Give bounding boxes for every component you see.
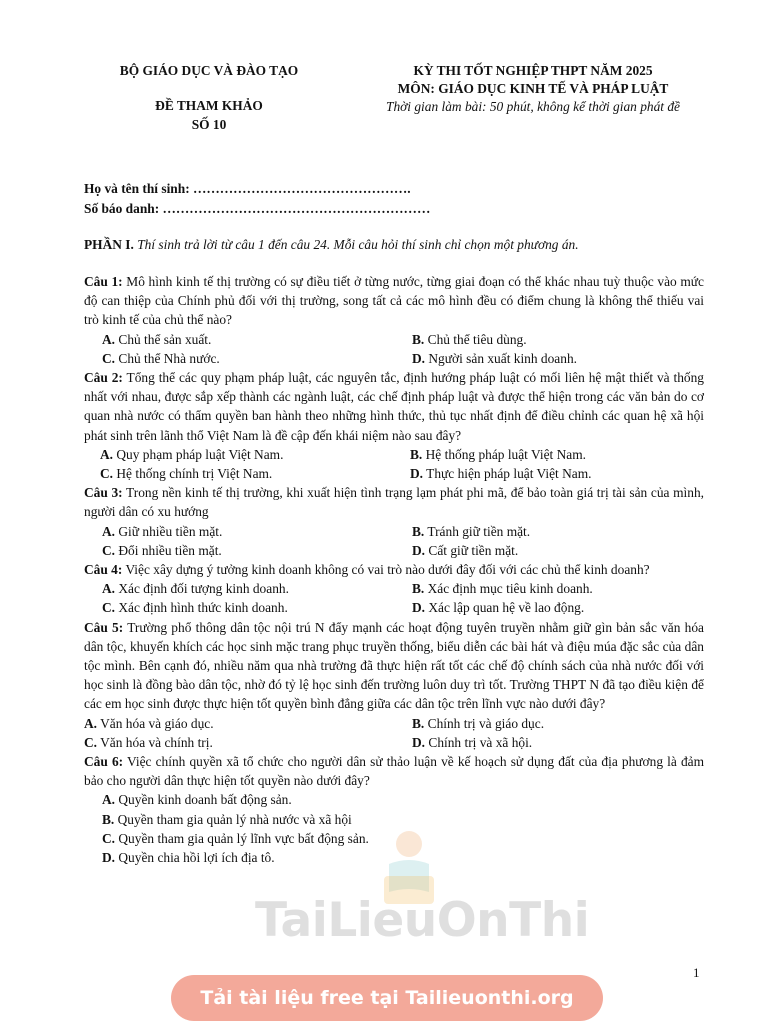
option-d[interactable]: D. Thực hiện pháp luật Việt Nam. (410, 466, 592, 482)
option-c[interactable]: C. Đổi nhiều tiền mặt. (102, 542, 222, 558)
question-text: Việc chính quyền xã tổ chức cho người dân sử thảo luận về kế hoạch sử dụng đất của địa phương là đảm bảo cho người dân thực hiện tốt quyền nào dưới đây? (84, 754, 704, 789)
option-c[interactable]: C. Quyền tham gia quản lý lĩnh vực bất động sản. (102, 830, 369, 846)
exam-number: SỐ 10 (191, 117, 227, 132)
option-c[interactable]: C. Xác định hình thức kinh doanh. (102, 600, 288, 616)
question-text: Việc xây dựng ý tưởng kinh doanh không có vai trò nào dưới đây đối với các chủ thể kinh doanh? (125, 562, 650, 578)
question-4 (84, 560, 704, 618)
question-label: Câu 4: (84, 562, 123, 578)
question-2 (84, 368, 704, 483)
option-a[interactable]: A. Chủ thể sản xuất. (102, 331, 212, 347)
question-5 (84, 618, 704, 752)
student-id-line: Số báo danh: …………………………………………………… (84, 201, 431, 216)
questions-body (84, 272, 704, 867)
question-1 (84, 272, 704, 368)
option-a[interactable]: A. Quyền kinh doanh bất động sản. (102, 792, 292, 808)
question-label: Câu 5: (84, 619, 124, 635)
question-6 (84, 752, 704, 867)
question-label: Câu 3: (84, 485, 123, 501)
question-text: Tổng thể các quy phạm pháp luật, các nguyên tắc, định hướng pháp luật có mối liên hệ mật thiết và thống nhất với nhau, được sắp xếp thành các ngành luật, các chế định pháp luật và được thể hiện trong các văn bản do cơ quan nhà nước có thẩm quyền ban hành theo những hình thức, thủ tục nhất định để điều chỉnh các quan hệ xã hội phát sinh trên lãnh thổ Việt Nam là đề cập đến khái niệm nào sau đây? (84, 370, 704, 443)
option-c[interactable]: C. Chủ thể Nhà nước. (102, 350, 220, 366)
option-c[interactable]: C. Hệ thống chính trị Việt Nam. (100, 466, 273, 482)
page-number: 1 (693, 965, 700, 980)
part-instruction: Thí sinh trả lời từ câu 1 đến câu 24. Mỗi câu hỏi thí sinh chỉ chọn một phương án. (137, 237, 579, 252)
header-right (352, 62, 714, 116)
option-a[interactable]: A. Quy phạm pháp luật Việt Nam. (100, 446, 284, 462)
option-d[interactable]: D. Người sản xuất kinh doanh. (412, 350, 577, 366)
ministry-name: BỘ GIÁO DỤC VÀ ĐÀO TẠO (119, 63, 299, 78)
option-d[interactable]: D. Xác lập quan hệ về lao động. (412, 600, 585, 616)
question-text: Trong nền kinh tế thị trường, khi xuất hiện tình trạng lạm phát phi mã, để bảo toàn giá trị tài sản của mình, người dân có xu hướng (84, 485, 704, 520)
option-b[interactable]: B. Hệ thống pháp luật Việt Nam. (410, 446, 586, 462)
banner-text: Tải tài liệu free tại Tailieuonthi.org (200, 987, 574, 1009)
option-b[interactable]: B. Xác định mục tiêu kinh doanh. (412, 581, 593, 597)
option-b[interactable]: B. Chủ thể tiêu dùng. (412, 331, 527, 347)
option-d[interactable]: D. Quyền chia hồi lợi ích địa tô. (102, 850, 275, 866)
question-label: Câu 2: (84, 370, 123, 386)
download-banner[interactable] (171, 975, 603, 1021)
option-b[interactable]: B. Quyền tham gia quản lý nhà nước và xã hội (102, 811, 352, 827)
doc-type: ĐỀ THAM KHẢO (155, 98, 263, 113)
question-3 (84, 483, 704, 560)
part-heading (84, 237, 579, 253)
option-d[interactable]: D. Cất giữ tiền mặt. (412, 542, 519, 558)
option-b[interactable]: B. Chính trị và giáo dục. (412, 715, 545, 731)
question-label: Câu 1: (84, 274, 123, 289)
question-label: Câu 6: (84, 754, 124, 770)
option-b[interactable]: B. Tránh giữ tiền mặt. (412, 523, 531, 539)
subject-title: MÔN: GIÁO DỤC KINH TẾ VÀ PHÁP LUẬT (397, 81, 669, 96)
student-info (84, 179, 430, 219)
watermark-text: TaiLieuOnThi (255, 893, 590, 948)
student-name-line: Họ và tên thí sinh: …………………………………………. (84, 181, 411, 196)
exam-title: KỲ THI TỐT NGHIỆP THPT NĂM 2025 (413, 63, 653, 78)
question-text: Trường phổ thông dân tộc nội trú N đẩy mạnh các hoạt động tuyên truyền nhằm giữ gìn bản sắc văn hóa dân tộc, khuyến khích các học sinh mặc trang phục truyền thống, biểu diễn các bài hát và điệu múa đặc sắc của dân tộc mình. Bên cạnh đó, nhiều năm qua nhà trường đã thực hiện rất tốt các chế độ chính sách của nhà nước đối với học sinh là đồng bào dân tộc, nhờ đó tỷ lệ học sinh đến trường luôn duy trì tốt. Trường THPT N đã tạo điều kiện để các em học sinh được thực hiện tốt quyền bình đẳng giữa các dân tộc trên lĩnh vực nào dưới đây? (84, 619, 704, 712)
option-d[interactable]: D. Chính trị và xã hội. (412, 734, 533, 750)
question-text: Mô hình kinh tế thị trường có sự điều tiết ở từng nước, từng giai đoạn có thể khác nhau tuỳ thuộc vào mức độ can thiệp của Chính phủ đối với thị trường, song tất cả các mô hình đều có điểm chung là không thể thiếu vai trò kinh tế của chủ thể nào? (84, 274, 704, 328)
header-left (80, 62, 338, 135)
option-a[interactable]: A. Văn hóa và giáo dục. (84, 715, 214, 731)
option-a[interactable]: A. Giữ nhiều tiền mặt. (102, 523, 223, 539)
option-c[interactable]: C. Văn hóa và chính trị. (84, 734, 213, 750)
part-label: PHẦN I. (84, 237, 134, 252)
option-a[interactable]: A. Xác định đối tượng kinh doanh. (102, 581, 289, 597)
time-note: Thời gian làm bài: 50 phút, không kể thời gian phát đề (386, 99, 680, 114)
